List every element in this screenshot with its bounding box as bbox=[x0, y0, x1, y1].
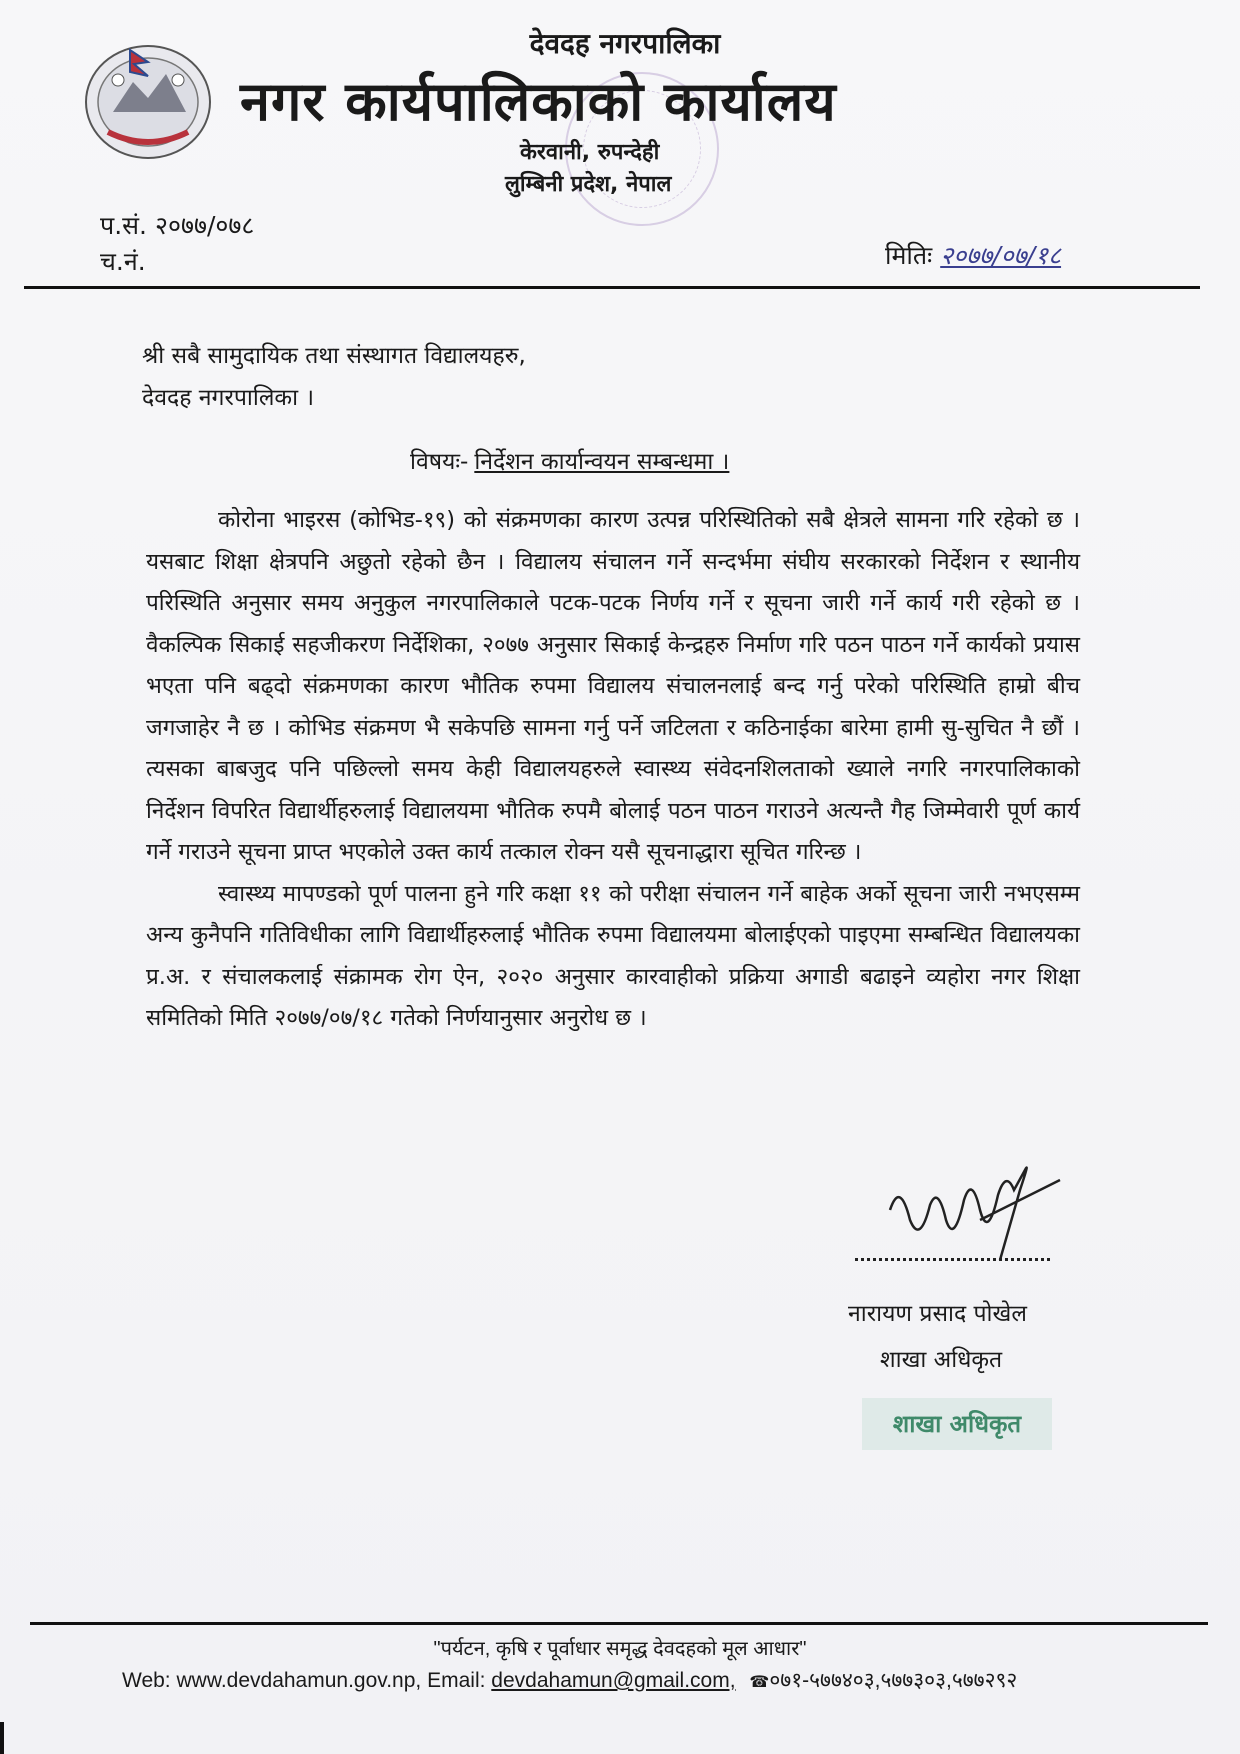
handwritten-signature bbox=[880, 1150, 1070, 1270]
subject-label: विषयः- bbox=[410, 449, 469, 475]
signer-title: शाखा अधिकृत bbox=[880, 1347, 1003, 1373]
addressee-line-2: देवदह नगरपालिका । bbox=[142, 385, 315, 411]
office-title: नगर कार्यपालिकाको कार्यालय bbox=[240, 70, 837, 133]
municipality-name: देवदह नगरपालिका bbox=[529, 27, 721, 60]
signature-dotted-line bbox=[855, 1258, 1050, 1261]
body-paragraph-2: स्वास्थ्य मापण्डको पूर्ण पालना हुने गरि कक्षा ११ को परीक्षा संचालन गर्ने बाहेक अर्को सूचना जारी नभएसम्म अन्य कुनैपनि गतिविधीका लागि विद्यार्थीहरुलाई भौतिक रुपमा विद्यालयमा बोलाईएको पाइएमा सम्बन्धित विद्यालयका प्र.अ. र संचालकलाई संक्रामक रोग ऐन, २०२० अनुसार कारवाहीको प्रक्रिया अगाडी बढाइने व्यहोरा नगर शिक्षा समितिको मिति २०७७/०७/१८ गतेको निर्णयानुसार अनुरोध छ । bbox=[146, 880, 1080, 1031]
letter-body bbox=[146, 500, 1080, 1040]
body-paragraph-1: कोरोना भाइरस (कोभिड-१९) को संक्रमणका कारण उत्पन्न परिस्थितिको सबै क्षेत्रले सामना गरि रहेको छ । यसबाट शिक्षा क्षेत्रपनि अछुतो रहेको छैन । विद्यालय संचालन गर्ने सन्दर्भमा संघीय सरकारको निर्देशन र स्थानीय परिस्थिति अनुसार समय अनुकुल नगरपालिकाले पटक-पटक निर्णय गर्ने र सूचना जारी गर्ने कार्य गरी रहेको छ । वैकल्पिक सिकाई सहजीकरण निर्देशिका, २०७७ अनुसार सिकाई केन्द्रहरु निर्माण गरि पठन पाठन गर्ने कार्यको प्रयास भएता पनि बढ्दो संक्रमणका कारण भौतिक रुपमा विद्यालय संचालनलाई बन्द गर्नु परेको परिस्थिति हाम्रो बीच जगजाहेर नै छ । कोभिड संक्रमण भै सकेपछि सामना गर्नु पर्ने जटिलता र कठिनाईका बारेमा हामी सु-सुचित नै छौं । त्यसका बाबजुद पनि पछिल्लो समय केही विद्यालयहरुले स्वास्थ्य संवेदनशिलताको ख्याले नगरि नगरपालिकाको निर्देशन विपरित विद्यार्थीहरुलाई विद्यालयमा भौतिक रुपमै बोलाई पठन पाठन गराउने अत्यन्तै गैह जिम्मेवारी पूर्ण कार्य गर्ने गराउने सूचना प्राप्त भएकोले उक्त कार्य तत्काल रोक्न यसै सूचनाद्धारा सूचित गरिन्छ । bbox=[146, 507, 1080, 865]
date-value: २०७७/०७/१८ bbox=[940, 241, 1062, 270]
website-link[interactable]: www.devdahamun.gov.np, bbox=[176, 1669, 422, 1692]
letter-number: प.सं. २०७७/०७८ bbox=[100, 211, 255, 240]
subject-line bbox=[410, 444, 729, 476]
subject-text: निर्देशन कार्यान्वयन सम्बन्धमा । bbox=[474, 449, 730, 475]
scan-edge-mark bbox=[0, 1722, 4, 1754]
phone-numbers: ०७१-५७७४०३,५७७३०३,५७७२९२ bbox=[769, 1669, 1018, 1692]
email-label: Email: bbox=[427, 1669, 486, 1692]
phone-icon: ☎ bbox=[749, 1674, 770, 1691]
dispatch-number: च.नं. bbox=[100, 247, 146, 276]
address-line-2: लुम्बिनी प्रदेश, नेपाल bbox=[505, 172, 672, 197]
address-line-1: केरवानी, रुपन्देही bbox=[520, 140, 660, 165]
designation-stamp: शाखा अधिकृत bbox=[862, 1398, 1052, 1450]
letter-date bbox=[885, 238, 1061, 272]
footer-motto: "पर्यटन, कृषि र पूर्वाधार समृद्ध देवदहको मूल आधार" bbox=[433, 1638, 807, 1660]
web-label: Web: bbox=[122, 1669, 171, 1692]
footer-contact bbox=[122, 1666, 1017, 1694]
header-divider bbox=[24, 286, 1200, 289]
footer-divider bbox=[30, 1622, 1208, 1625]
signer-name: नारायण प्रसाद पोखेल bbox=[848, 1301, 1027, 1327]
date-label: मितिः bbox=[885, 241, 933, 270]
email-link[interactable]: devdahamun@gmail.com, bbox=[491, 1669, 736, 1692]
addressee-line-1: श्री सबै सामुदायिक तथा संस्थागत विद्यालयहरु, bbox=[142, 343, 526, 369]
